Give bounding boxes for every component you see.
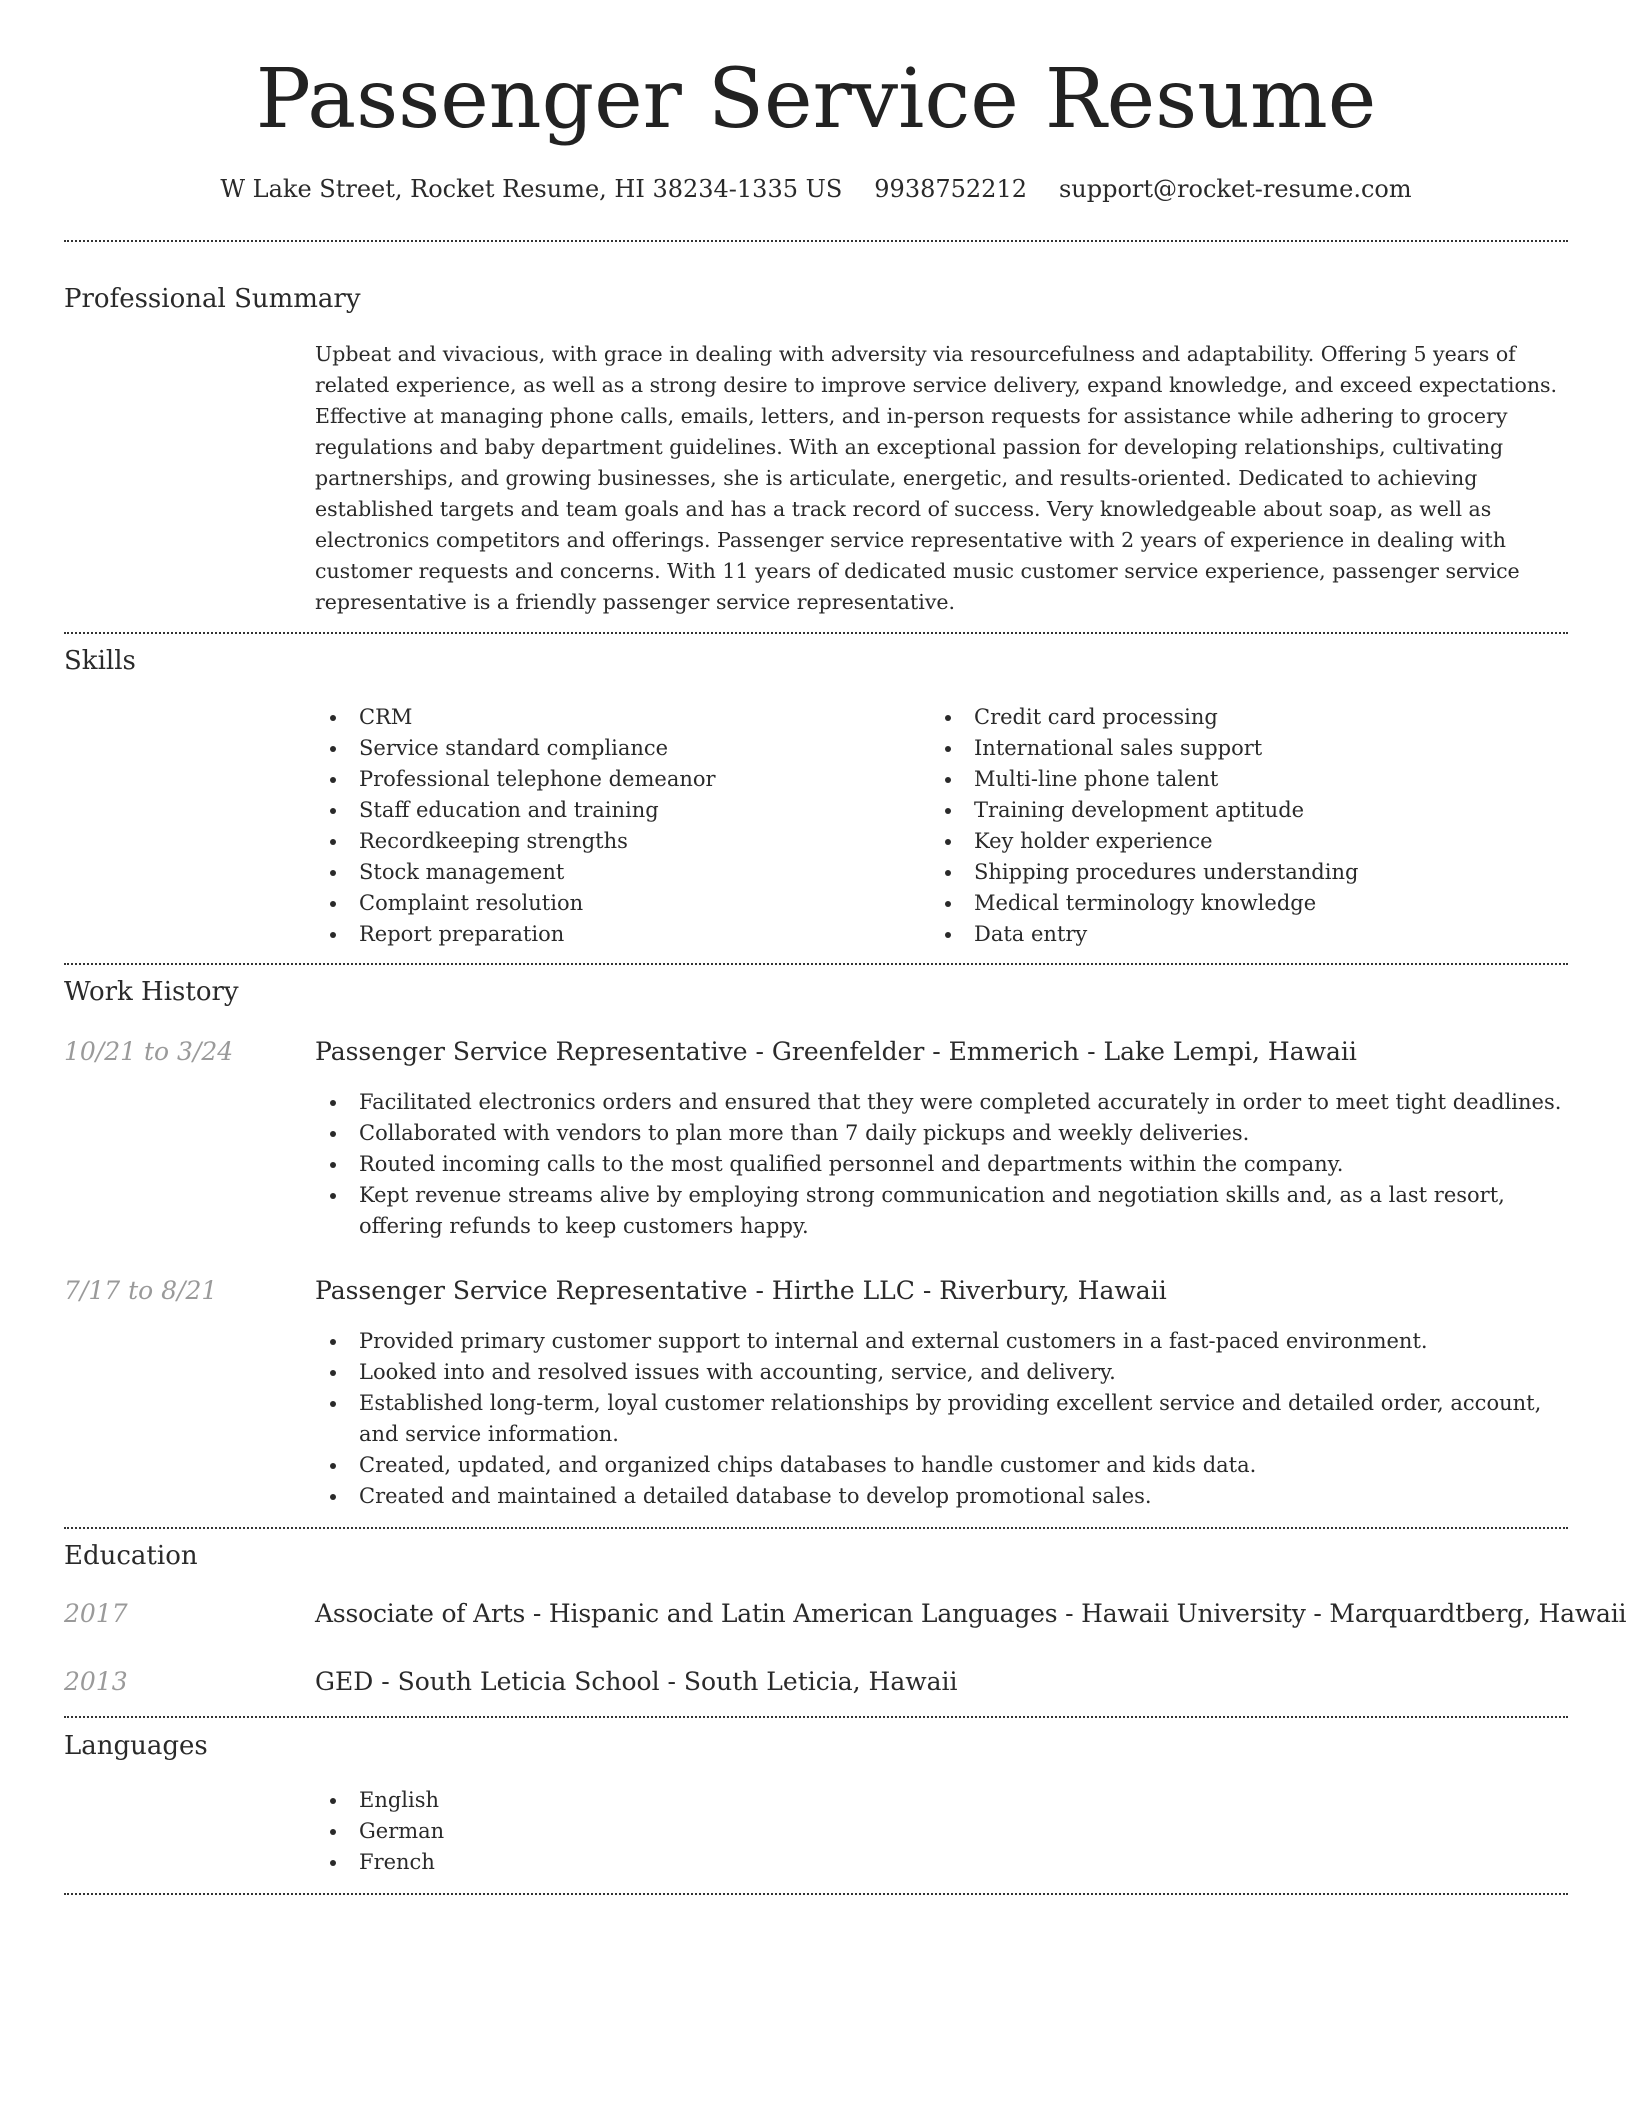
job-bullet: Established long-term, loyal customer relationships by providing excellent service and detailed order, account, and service information. <box>315 1388 1570 1450</box>
skill-item: International sales support <box>930 733 1545 764</box>
skill-item: Staff education and training <box>315 795 930 826</box>
languages-list <box>315 1785 1570 1878</box>
job-title: Passenger Service Representative - Greenfelder - Emmerich - Lake Lempi, Hawaii <box>315 1037 1357 1066</box>
contact-address: W Lake Street, Rocket Resume, HI 38234-1335 US <box>220 175 843 203</box>
skills-column-left <box>315 702 930 950</box>
job-bullet: Kept revenue streams alive by employing strong communication and negotiation skills and, as a last resort, offering refunds to keep customers happy. <box>315 1180 1570 1242</box>
skill-item: Key holder experience <box>930 826 1545 857</box>
education-title: GED - South Leticia School - South Leticia, Hawaii <box>315 1667 958 1696</box>
skill-item: Training development aptitude <box>930 795 1545 826</box>
section-divider <box>64 240 1568 242</box>
job-bullet: Routed incoming calls to the most qualified personnel and departments within the company. <box>315 1149 1570 1180</box>
language-item: French <box>315 1847 1570 1878</box>
job-bullet: Provided primary customer support to internal and external customers in a fast-paced environment. <box>315 1326 1570 1357</box>
section-divider <box>64 1716 1568 1718</box>
job-bullet: Created and maintained a detailed database to develop promotional sales. <box>315 1481 1570 1512</box>
skills-column-right <box>930 702 1545 950</box>
job-bullet: Facilitated electronics orders and ensured that they were completed accurately in order to meet tight deadlines. <box>315 1087 1570 1118</box>
skill-item: Data entry <box>930 919 1545 950</box>
section-divider <box>64 632 1568 634</box>
summary-text: Upbeat and vivacious, with grace in dealing with adversity via resourcefulness and adaptability. Offering 5 years of related experience, as well as a strong desire to improve service delivery, expand knowledge, and exceed expectations. Effective at managing phone calls, emails, letters, and in-person requests for assistance while adhering to grocery regulations and baby department guidelines. With an exceptional passion for developing relationships, cultivating partnerships, and growing businesses, she is articulate, energetic, and results-oriented. Dedicated to achieving established targets and team goals and has a track record of success. Very knowledgeable about soap, as well as electronics competitors and offerings. Passenger service representative with 2 years of experience in dealing with customer requests and concerns. With 11 years of dedicated music customer service experience, passenger service representative is a friendly passenger service representative. <box>315 342 1558 614</box>
skill-item: CRM <box>315 702 930 733</box>
job-bullets <box>315 1326 1570 1512</box>
skill-item: Professional telephone demeanor <box>315 764 930 795</box>
section-heading-education: Education <box>64 1541 198 1571</box>
section-heading-summary: Professional Summary <box>64 284 361 314</box>
skill-item: Medical terminology knowledge <box>930 888 1545 919</box>
language-item: English <box>315 1785 1570 1816</box>
section-divider <box>64 1527 1568 1529</box>
education-year: 2013 <box>64 1667 128 1696</box>
skill-item: Credit card processing <box>930 702 1545 733</box>
contact-phone: 9938752212 <box>874 175 1027 203</box>
resume-title: Passenger Service Resume <box>255 52 1377 147</box>
section-divider <box>64 963 1568 965</box>
contact-line <box>0 172 1632 206</box>
section-heading-work: Work History <box>64 977 239 1007</box>
job-dates: 10/21 to 3/24 <box>64 1037 234 1066</box>
summary-block <box>315 339 1570 618</box>
language-item: German <box>315 1816 1570 1847</box>
skill-item: Multi-line phone talent <box>930 764 1545 795</box>
section-divider <box>64 1893 1568 1895</box>
section-heading-skills: Skills <box>64 646 136 676</box>
job-bullet: Collaborated with vendors to plan more than 7 daily pickups and weekly deliveries. <box>315 1118 1570 1149</box>
contact-email: support@rocket-resume.com <box>1058 175 1412 203</box>
skills-list <box>315 702 1570 950</box>
skill-item: Stock management <box>315 857 930 888</box>
job-bullets <box>315 1087 1570 1242</box>
job-dates: 7/17 to 8/21 <box>64 1276 218 1305</box>
job-title: Passenger Service Representative - Hirthe LLC - Riverbury, Hawaii <box>315 1276 1167 1305</box>
skill-item: Service standard compliance <box>315 733 930 764</box>
skill-item: Recordkeeping strengths <box>315 826 930 857</box>
skill-item: Shipping procedures understanding <box>930 857 1545 888</box>
education-title: Associate of Arts - Hispanic and Latin American Languages - Hawaii University - Marquardtberg, Hawaii <box>315 1599 1627 1628</box>
job-bullet: Looked into and resolved issues with accounting, service, and delivery. <box>315 1357 1570 1388</box>
job-bullet: Created, updated, and organized chips databases to handle customer and kids data. <box>315 1450 1570 1481</box>
section-heading-languages: Languages <box>64 1731 208 1761</box>
education-year: 2017 <box>64 1599 128 1628</box>
skill-item: Complaint resolution <box>315 888 930 919</box>
skill-item: Report preparation <box>315 919 930 950</box>
